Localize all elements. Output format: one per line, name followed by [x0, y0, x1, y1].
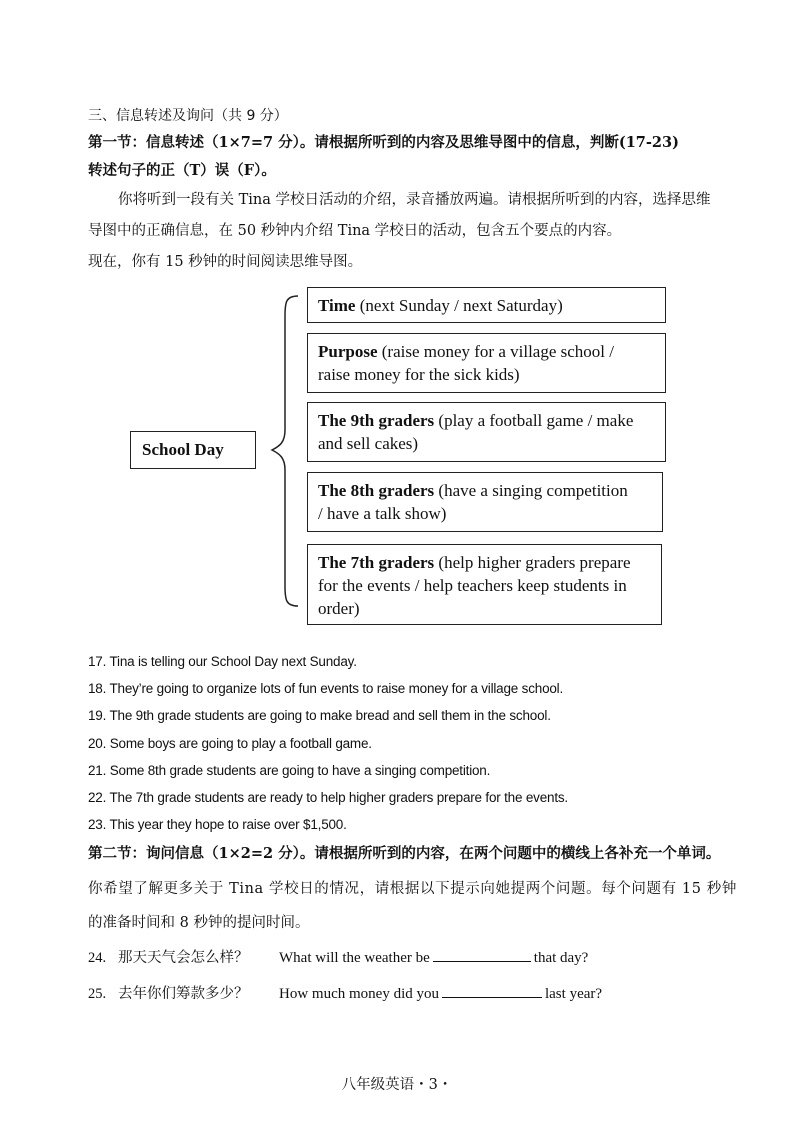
branch-label: Time [318, 296, 356, 315]
question-prompt: 那天天气会怎么样？ [118, 950, 249, 966]
section1-title-line2: 转述句子的正（T）误（F）。 [88, 162, 276, 179]
branch-label: The 8th graders [318, 481, 435, 500]
statement-18: 18. They’re going to organize lots of fun events to raise money for a village school. [88, 681, 564, 696]
question-text-before: How much money did you [279, 986, 439, 1002]
section2-intro-line1: 你希望了解更多关于 Tina 学校日的情况，请根据以下提示向她提两个问题。每个问题有 15 秒钟 [88, 881, 737, 897]
section1-intro-line3: 现在，你有 15 秒钟的时间阅读思维导图。 [88, 254, 363, 270]
statement-19: 19. The 9th grade students are going to make bread and sell them in the school. [88, 708, 551, 723]
mindmap-branch-8th-graders [307, 472, 663, 532]
branch-label: The 9th graders [318, 411, 435, 430]
mindmap-branch-7th-graders [307, 544, 662, 625]
mindmap-branch-purpose [307, 333, 666, 393]
branch-text: for the events / help teachers keep students in [318, 576, 627, 595]
section2-title: 第二节：询问信息（1×2=2 分）。请根据所听到的内容，在两个问题中的横线上各补充一个单词。 [88, 845, 721, 862]
question-prompt: 去年你们筹款多少？ [118, 986, 249, 1002]
statement-20: 20. Some boys are going to play a football game. [88, 736, 372, 751]
question-25 [88, 983, 602, 1004]
section1-intro-line2: 导图中的正确信息，在 50 秒钟内介绍 Tina 学校日的活动，包含五个要点的内容。 [88, 223, 622, 239]
brace-connector [268, 294, 308, 608]
branch-text: (raise money for a village school / [377, 342, 615, 361]
answer-blank[interactable] [442, 983, 542, 998]
branch-text: (help higher graders prepare [434, 553, 631, 572]
branch-text: order) [318, 599, 360, 618]
question-text-after: last year? [544, 986, 603, 1002]
branch-text: raise money for the sick kids) [318, 365, 520, 384]
question-text-before: What will the weather be [279, 950, 430, 966]
question-number: 25. [88, 986, 107, 1002]
statement-22: 22. The 7th grade students are ready to help higher graders prepare for the events. [88, 790, 568, 805]
branch-label: Purpose [318, 342, 378, 361]
branch-label: The 7th graders [318, 553, 435, 572]
question-24 [88, 947, 588, 968]
branch-text: (next Sunday / next Saturday) [355, 296, 563, 315]
page-footer: 八年级英语・3・ [341, 1077, 453, 1093]
section-header: 三、信息转述及询问（共 9 分） [88, 108, 288, 124]
mindmap-branch-time [307, 287, 666, 323]
section1-title-line1: 第一节：信息转述（1×7=7 分）。请根据所听到的内容及思维导图中的信息，判断(17-23) [88, 134, 679, 151]
section1-intro-line1: 你将听到一段有关 Tina 学校日活动的介绍，录音播放两遍。请根据所听到的内容，选择思维 [118, 192, 711, 208]
question-text-after: that day? [533, 950, 589, 966]
statement-17: 17. Tina is telling our School Day next Sunday. [88, 654, 357, 669]
question-number: 24. [88, 950, 107, 966]
mindmap-branch-9th-graders [307, 402, 666, 462]
statement-23: 23. This year they hope to raise over $1,500. [88, 817, 347, 832]
mindmap-center-node: School Day [130, 431, 256, 469]
branch-text: / have a talk show) [318, 504, 447, 523]
section2-intro-line2: 的准备时间和 8 秒钟的提问时间。 [88, 915, 310, 931]
branch-text: and sell cakes) [318, 434, 419, 453]
branch-text: (play a football game / make [434, 411, 634, 430]
branch-text: (have a singing competition [434, 481, 628, 500]
statement-21: 21. Some 8th grade students are going to have a singing competition. [88, 763, 491, 778]
answer-blank[interactable] [433, 947, 531, 962]
